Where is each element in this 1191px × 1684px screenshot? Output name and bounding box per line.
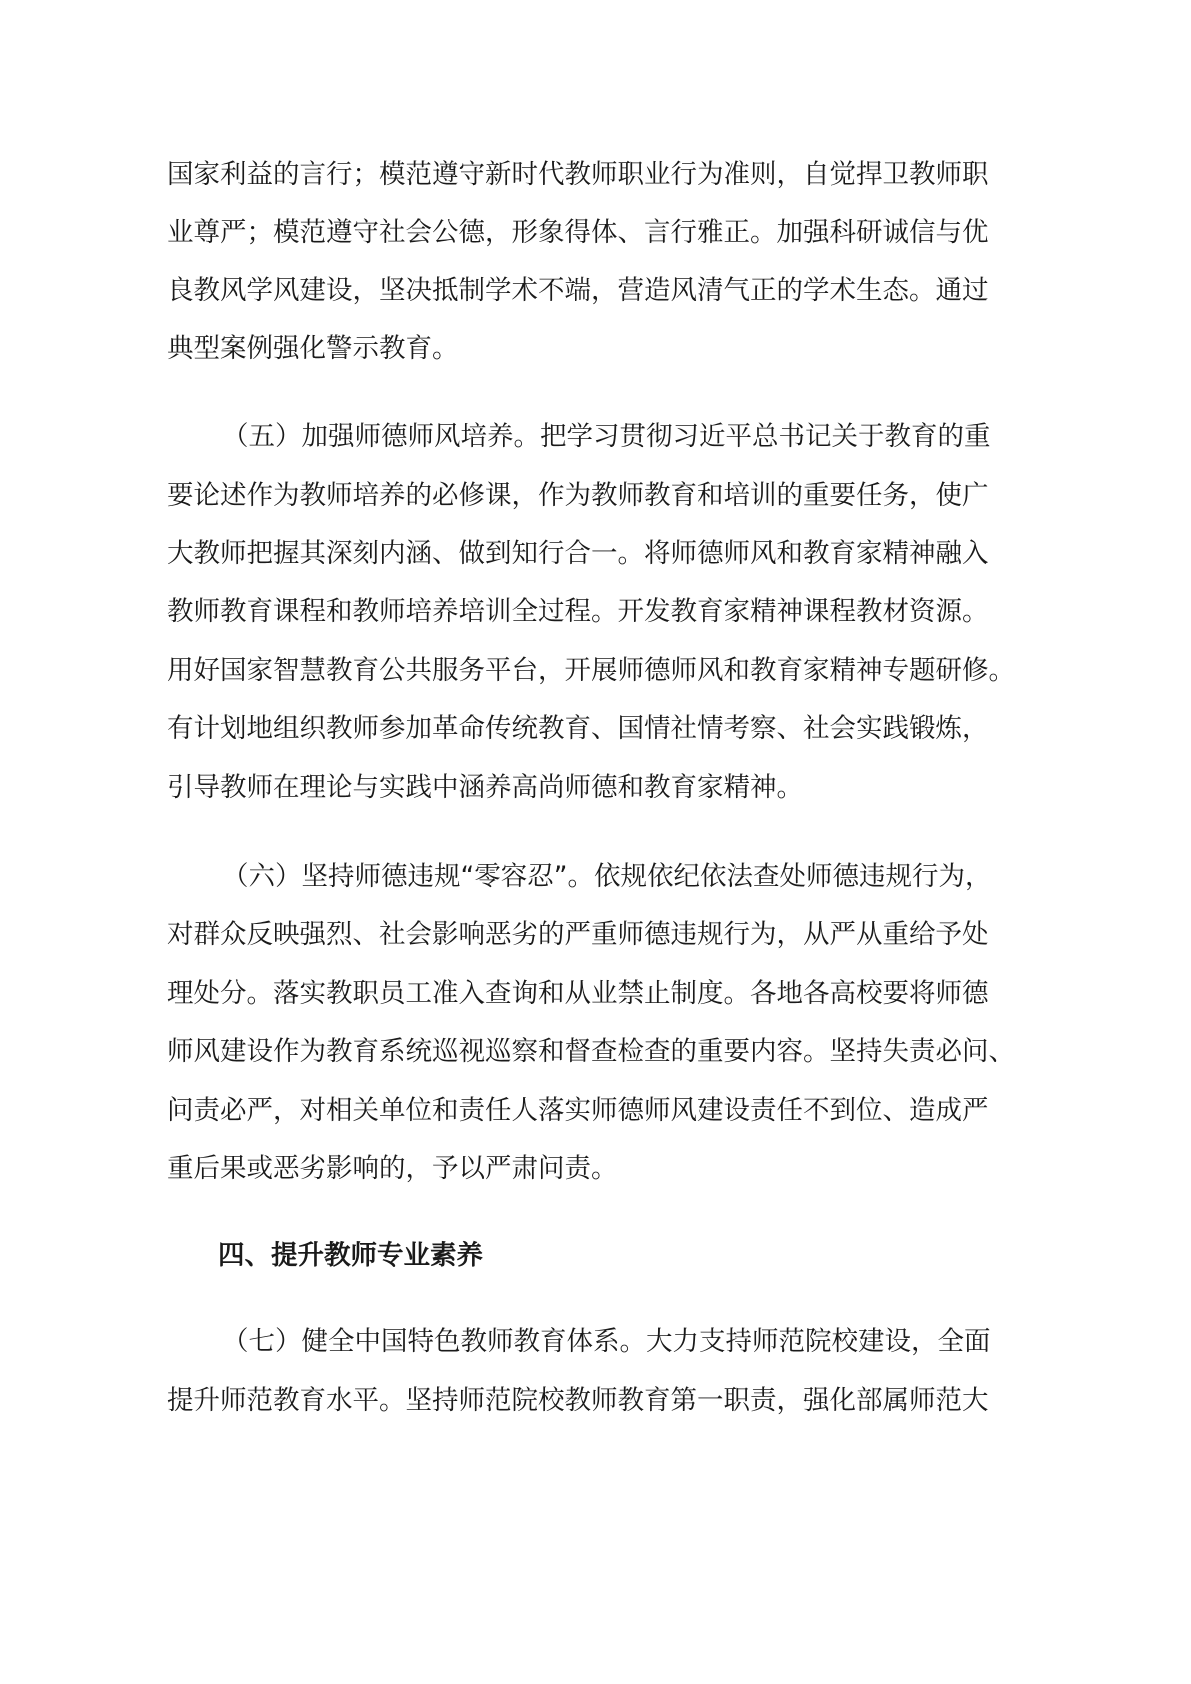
paragraph-line: 问责必严，对相关单位和责任人落实师德师风建设责任不到位、造成严 — [167, 1095, 989, 1126]
paragraph-line: 国家利益的言行；模范遵守新时代教师职业行为准则，自觉捍卫教师职 — [167, 159, 989, 190]
paragraph-line: 典型案例强化警示教育。 — [167, 333, 459, 364]
paragraph-line: 师风建设作为教育系统巡视巡察和督查检查的重要内容。坚持失责必问、 — [167, 1036, 1015, 1067]
paragraph-line: （七）健全中国特色教师教育体系。大力支持师范院校建设，全面 — [222, 1326, 991, 1357]
paragraph-line: （六）坚持师德违规“零容忍”。依规依纪依法查处师德违规行为， — [222, 861, 992, 892]
section-heading: 四、提升教师专业素养 — [218, 1240, 483, 1271]
paragraph-line: 对群众反映强烈、社会影响恶劣的严重师德违规行为，从严从重给予处 — [167, 919, 989, 950]
paragraph-line: 提升师范教育水平。坚持师范院校教师教育第一职责，强化部属师范大 — [167, 1385, 989, 1416]
paragraph-line: （五）加强师德师风培养。把学习贯彻习近平总书记关于教育的重 — [222, 421, 991, 452]
paragraph-line: 业尊严；模范遵守社会公德，形象得体、言行雅正。加强科研诚信与优 — [167, 217, 989, 248]
paragraph-line: 理处分。落实教职员工准入查询和从业禁止制度。各地各高校要将师德 — [167, 978, 989, 1009]
paragraph-line: 良教风学风建设，坚决抵制学术不端，营造风清气正的学术生态。通过 — [167, 275, 989, 306]
paragraph-line: 教师教育课程和教师培养培训全过程。开发教育家精神课程教材资源。 — [167, 596, 989, 627]
paragraph-line: 大教师把握其深刻内涵、做到知行合一。将师德师风和教育家精神融入 — [167, 538, 989, 569]
paragraph-line: 重后果或恶劣影响的，予以严肃问责。 — [167, 1153, 618, 1184]
paragraph-line: 有计划地组织教师参加革命传统教育、国情社情考察、社会实践锻炼， — [167, 713, 989, 744]
paragraph-line: 要论述作为教师培养的必修课，作为教师教育和培训的重要任务，使广 — [167, 480, 989, 511]
paragraph-line: 引导教师在理论与实践中涵养高尚师德和教育家精神。 — [167, 772, 803, 803]
paragraph-line: 用好国家智慧教育公共服务平台，开展师德师风和教育家精神专题研修。 — [167, 655, 1015, 686]
